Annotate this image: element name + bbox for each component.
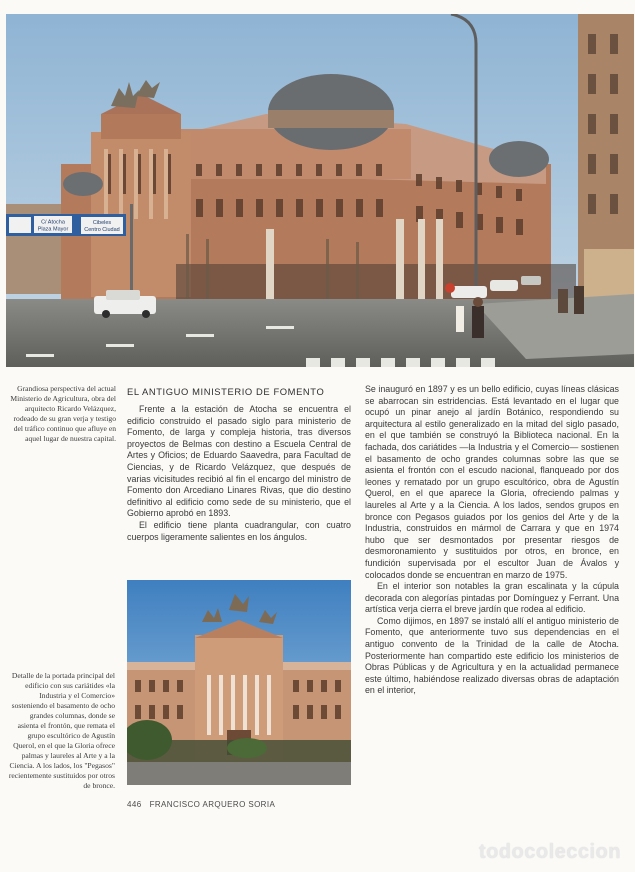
- ministry-street-photo: [6, 14, 634, 367]
- article-paragraph: En el interior son notables la gran escalinata y la cúpula decorada con alegorías pintadas por Domínguez y Ferrant. Una artística verja cierra el breve jardín que rodea al edificio.: [365, 581, 619, 615]
- sign-left-line-2: Plaza Mayor: [37, 226, 69, 233]
- article-title: EL ANTIGUO MINISTERIO DE FOMENTO: [127, 386, 325, 397]
- watermark: todocoleccion: [478, 841, 621, 863]
- page-number: 446: [127, 800, 142, 809]
- sign-right-line-2: Centro Ciudad: [84, 227, 120, 233]
- facade-detail-photo: [127, 580, 351, 785]
- ministry-street-illustration: [6, 14, 634, 367]
- page-footer: [127, 800, 283, 809]
- author-name: FRANCISCO ARQUERO SORIA: [149, 800, 276, 809]
- article-paragraph: El edificio tiene planta cuadrangular, con cuatro cuerpos ligeramente salientes en los ángulos.: [127, 519, 351, 542]
- photo-caption-bottom: Detalle de la portada principal del edificio con sus cariátides «la Industria y el Comercio» sosteniendo el basamento de ocho grandes columnas, donde se asienta el frontón, que remata el grupo escultórico de Agustín Querol, en el que la Gloria ofrece palmas y laureles al Arte y a la Ciencia. A los lados, los "Pegasos" recientemente sustituidos por otros de bronce.: [8, 671, 115, 790]
- article-column-right: [365, 384, 619, 697]
- article-paragraph: Se inauguró en 1897 y es un bello edificio, cuyas líneas clásicas se abarrocan sin estridencias. Está levantado en el lugar que ocupó un pinar anejo al jardín Botánico, respondiendo su arquitectura al estilo generalizado en la mitad del siglo pasado, en el que también se construyó la Biblioteca nacional. En la fachada, dos cariátides —la Industria y el Comercio— sostienen el basamento de ocho grandes columnas sobre las que se asienta el frontón con el escudo nacional, flanqueado por dos leones y rematado por un grupo escultórico, obra de Agustín Querol, en el que aparece la Gloria, ofreciendo palmas y laureles al Arte y a la Ciencia. A los lados, sendos grupos en bronce con Pegasos guiados por los genios del Arte y de la Industria, construidos en mármol de Carrara y que en 1974 hubo que ser desmontados por presentar riesgos de desmoronamiento y sustituidos por otros, en bronce, en fundición supervisada por el escultor Juan de Ávalos y colocados donde se encuentran en marzo de 1975.: [365, 384, 619, 580]
- photo-caption-top: Grandiosa perspectiva del actual Ministerio de Agricultura, obra del arquitecto Ricardo Velázquez, rodeado de su gran verja y testigo del tráfico continuo que afluye en aquel lugar de nuestra capital.: [10, 384, 116, 443]
- facade-detail-illustration: [127, 580, 351, 785]
- sign-left-line-1: C/ Atocha: [41, 219, 65, 226]
- article-paragraph: Frente a la estación de Atocha se encuentra el edificio construido el pasado siglo para ministerio de Fomento, de larga y compleja historia, tras diversos proyectos de Belmas con destino a Escuela Central de Artes y Oficios; de Eduardo Saavedra, para Facultad de Ciencias, y de Ricardo Velázquez, que después de varias vicisitudes recibió al fin el encargo del ministro de Fomento don Arcediano Linares Rivas, que dio destino definitivo al edificio como sede de su ministerio, que el Gobierno aprobó en 1893.: [127, 404, 351, 519]
- article-column-left: [127, 404, 351, 543]
- article-paragraph: Como dijimos, en 1897 se instaló allí el antiguo ministerio de Fomento, que anteriormente tuvo sus dependencias en el antiguo convento de la Trinidad de la calle de Atocha. Posteriormente han compartido este edificio los ministerios de Obras Públicas y de Agricultura y en la actualidad permanece este último, habiéndose realizado diversas obras de adaptación en el interior,: [365, 615, 619, 696]
- sign-right-line-1: Cibeles: [92, 220, 112, 226]
